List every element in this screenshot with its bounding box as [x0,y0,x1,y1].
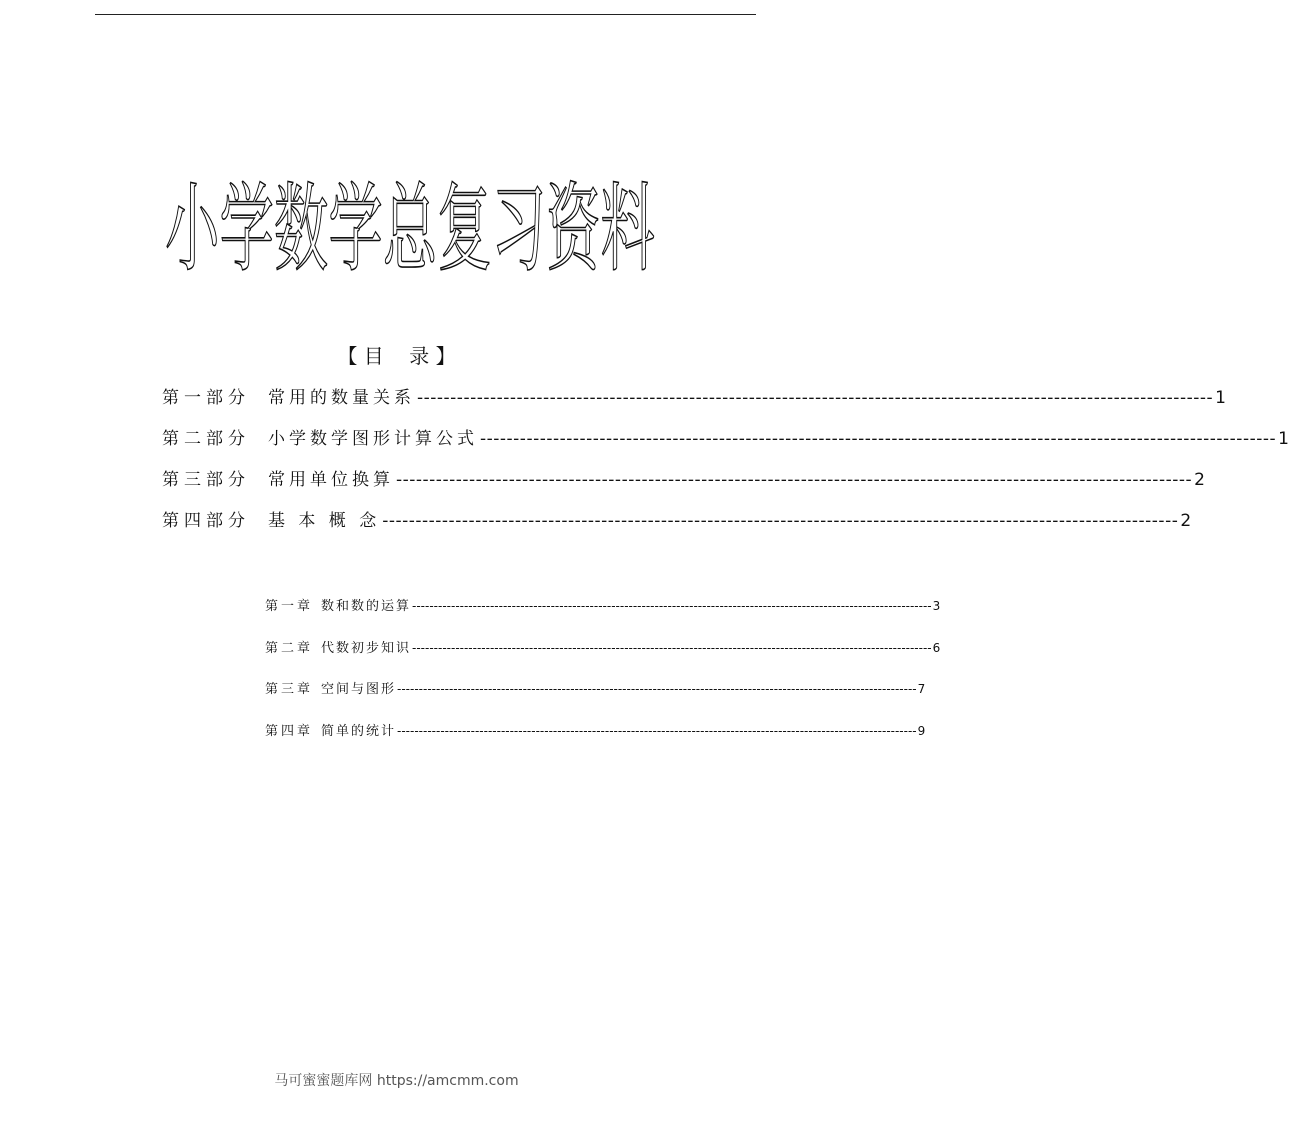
dotted-leader: ------------------------------------------------------------------------------------------------------------------------ [396,470,1193,490]
document-title [150,150,670,310]
toc-part-row[interactable] [162,507,1192,548]
dotted-leader: ------------------------------------------------------------------------------------------------------------------------ [480,429,1277,449]
toc-part-row[interactable] [162,384,1226,425]
dotted-leader: ------------------------------------------------------------------------------------------------------------------------ [412,640,932,655]
part-label: 第三部分 [162,470,250,490]
toc-chapter-row[interactable] [265,719,926,761]
chapter-label: 第一章 [265,599,314,614]
page-number: 9 [917,723,926,738]
toc-chapter-row[interactable] [265,636,941,678]
chapter-label: 第四章 [265,723,314,739]
page-number: 2 [1194,470,1205,490]
part-title: 基 本 概 念 [268,511,381,531]
part-label: 第四部分 [162,511,250,531]
chapter-title: 简单的统计 [321,723,397,739]
part-title: 常用单位换算 [268,470,394,490]
chapter-title: 数和数的运算 [321,599,412,614]
dotted-leader: ------------------------------------------------------------------------------------------------------------------------ [397,682,917,696]
toc-parts [162,384,1289,548]
header-rule [95,14,756,15]
page-number: 2 [1180,511,1192,531]
dotted-leader: ------------------------------------------------------------------------------------------------------------------------ [397,723,917,738]
page-number: 1 [1278,429,1289,449]
page-number: 3 [932,599,941,613]
page-number: 7 [917,682,926,696]
document-title-text: 小学数学总复习资料 [165,173,655,285]
part-title: 常用的数量关系 [268,388,415,408]
chapter-title: 代数初步知识 [321,640,412,656]
toc-chapters [265,594,941,760]
chapter-title: 空间与图形 [321,682,397,697]
page-number: 6 [932,640,941,655]
page-number: 1 [1215,388,1226,408]
dotted-leader: ------------------------------------------------------------------------------------------------------------------------ [382,511,1179,531]
chapter-label: 第三章 [265,682,314,697]
part-label: 第二部分 [162,429,250,449]
toc-chapter-row[interactable] [265,677,926,719]
dotted-leader: ------------------------------------------------------------------------------------------------------------------------ [412,599,932,613]
site-footer: 马可蜜蜜题库网 https://amcmm.com [274,1073,519,1089]
dotted-leader: ------------------------------------------------------------------------------------------------------------------------ [417,388,1214,408]
toc-part-row[interactable] [162,425,1289,466]
toc-part-row[interactable] [162,466,1205,507]
part-label: 第一部分 [162,388,250,408]
toc-chapter-row[interactable] [265,594,941,636]
chapter-label: 第二章 [265,640,314,656]
part-title: 小学数学图形计算公式 [268,429,478,449]
toc-heading: 【 目 录 】 [337,344,456,368]
